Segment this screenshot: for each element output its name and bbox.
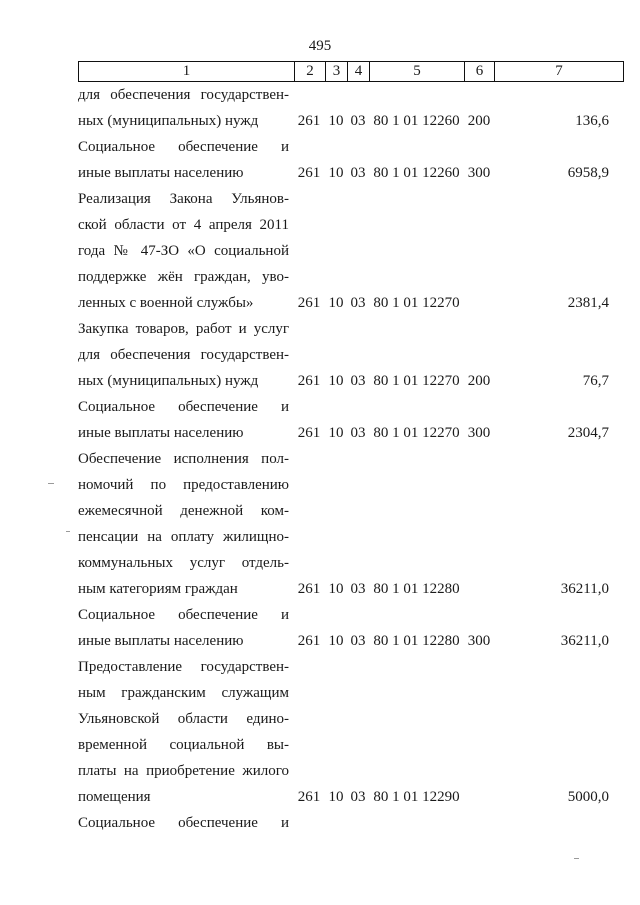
entry-text-line: Социальное обеспечение и	[78, 607, 289, 623]
column-header-4: 4	[348, 62, 370, 82]
admin-code-cell: 261	[297, 295, 321, 311]
entry-text-line: поддержке жён граждан, уво-	[78, 269, 289, 285]
target-article-cell: 80 1 01 12260	[373, 165, 460, 181]
expense-type-cell: 300	[467, 425, 491, 441]
expense-type-cell: 200	[467, 113, 491, 129]
budget-row	[78, 134, 623, 186]
column-header-1: 1	[79, 62, 295, 82]
subsection-code-cell: 03	[350, 789, 366, 805]
amount-cell: 136,6	[575, 113, 609, 129]
entry-text-line: Реализация Закона Ульянов-	[78, 191, 289, 207]
target-article-cell: 80 1 01 12270	[373, 295, 460, 311]
target-article-cell: 80 1 01 12260	[373, 113, 460, 129]
entry-text-line: года № 47-ЗО «О социальной	[78, 243, 289, 259]
row-codes	[78, 160, 623, 186]
entry-text-line: платы на приобретение жилого	[78, 763, 289, 779]
column-header-7: 7	[495, 62, 624, 82]
entry-text-line: Предоставление государствен-	[78, 659, 289, 675]
amount-cell: 76,7	[582, 373, 609, 389]
entry-text-line: иные выплаты населению	[78, 425, 244, 441]
column-header-row	[79, 62, 624, 82]
budget-row	[78, 82, 623, 134]
amount-cell: 5000,0	[567, 789, 609, 805]
entry-text-line: помещения	[78, 789, 151, 805]
continued-entry	[78, 810, 623, 836]
target-article-cell: 80 1 01 12270	[373, 425, 460, 441]
entry-text-line: временной социальной вы-	[78, 737, 289, 753]
subsection-code-cell: 03	[350, 113, 366, 129]
column-header-table	[78, 61, 624, 82]
admin-code-cell: 261	[297, 165, 321, 181]
entry-text-line: ным категориям граждан	[78, 581, 238, 597]
row-codes	[78, 108, 623, 134]
section-code-cell: 10	[328, 581, 344, 597]
scan-speck	[48, 483, 54, 484]
row-codes	[78, 420, 623, 446]
admin-code-cell: 261	[297, 789, 321, 805]
entry-text-line: ленных с военной службы»	[78, 295, 254, 311]
entry-text-line: ежемесячной денежной ком-	[78, 503, 289, 519]
subsection-code-cell: 03	[350, 295, 366, 311]
expense-type-cell: 300	[467, 633, 491, 649]
budget-rows	[78, 82, 623, 810]
column-header-6: 6	[465, 62, 495, 82]
admin-code-cell: 261	[297, 425, 321, 441]
target-article-cell: 80 1 01 12290	[373, 789, 460, 805]
column-header-5: 5	[370, 62, 465, 82]
entry-text-line: Социальное обеспечение и	[78, 399, 289, 415]
amount-cell: 2304,7	[567, 425, 609, 441]
row-codes	[78, 368, 623, 394]
target-article-cell: 80 1 01 12280	[373, 581, 460, 597]
section-code-cell: 10	[328, 113, 344, 129]
target-article-cell: 80 1 01 12270	[373, 373, 460, 389]
column-header-3: 3	[326, 62, 348, 82]
amount-cell: 6958,9	[567, 165, 609, 181]
row-codes	[78, 290, 623, 316]
admin-code-cell: 261	[297, 373, 321, 389]
scan-speck	[66, 531, 70, 532]
entry-text-line: иные выплаты населению	[78, 165, 244, 181]
entry-text-line: Социальное обеспечение и	[78, 139, 289, 155]
budget-row	[78, 602, 623, 654]
entry-text-line: ской области от 4 апреля 2011	[78, 217, 289, 233]
section-code-cell: 10	[328, 165, 344, 181]
entry-text-line: иные выплаты населению	[78, 633, 244, 649]
section-code-cell: 10	[328, 789, 344, 805]
budget-row	[78, 394, 623, 446]
section-code-cell: 10	[328, 633, 344, 649]
section-code-cell: 10	[328, 373, 344, 389]
section-code-cell: 10	[328, 295, 344, 311]
row-codes	[78, 576, 623, 602]
expense-type-cell: 300	[467, 165, 491, 181]
budget-row	[78, 316, 623, 394]
amount-cell: 36211,0	[560, 581, 609, 597]
section-code-cell: 10	[328, 425, 344, 441]
budget-row	[78, 654, 623, 810]
row-codes	[78, 628, 623, 654]
subsection-code-cell: 03	[350, 425, 366, 441]
page-number: 495	[308, 38, 332, 54]
expense-type-cell: 200	[467, 373, 491, 389]
entry-text-line: для обеспечения государствен-	[78, 347, 289, 363]
entry-text-line: ных (муниципальных) нужд	[78, 373, 259, 389]
column-header-2: 2	[295, 62, 326, 82]
entry-text-line: Закупка товаров, работ и услуг	[78, 321, 289, 337]
budget-row	[78, 446, 623, 602]
entry-text-line: Социальное обеспечение и	[78, 815, 289, 831]
entry-text-line: ных (муниципальных) нужд	[78, 113, 259, 129]
admin-code-cell: 261	[297, 581, 321, 597]
scan-speck	[574, 858, 579, 859]
admin-code-cell: 261	[297, 113, 321, 129]
subsection-code-cell: 03	[350, 633, 366, 649]
amount-cell: 2381,4	[567, 295, 609, 311]
subsection-code-cell: 03	[350, 373, 366, 389]
entry-text-line: для обеспечения государствен-	[78, 87, 289, 103]
entry-text-line: пенсации на оплату жилищно-	[78, 529, 289, 545]
budget-table-body	[78, 82, 623, 836]
subsection-code-cell: 03	[350, 165, 366, 181]
entry-text-line: коммунальных услуг отдель-	[78, 555, 289, 571]
amount-cell: 36211,0	[560, 633, 609, 649]
admin-code-cell: 261	[297, 633, 321, 649]
entry-text-line: Обеспечение исполнения пол-	[78, 451, 289, 467]
row-codes	[78, 784, 623, 810]
entry-text-line: Ульяновской области едино-	[78, 711, 289, 727]
entry-text-line: номочий по предоставлению	[78, 477, 289, 493]
subsection-code-cell: 03	[350, 581, 366, 597]
target-article-cell: 80 1 01 12280	[373, 633, 460, 649]
budget-row	[78, 186, 623, 316]
entry-text-line: ным гражданским служащим	[78, 685, 289, 701]
